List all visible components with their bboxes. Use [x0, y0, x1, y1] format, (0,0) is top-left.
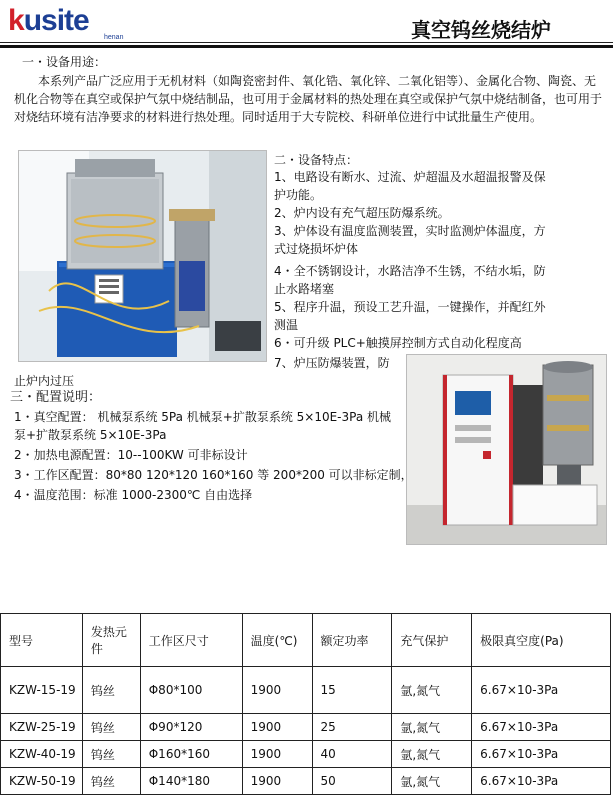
feature-line: 护功能。: [274, 188, 323, 202]
table-cell: 1900: [242, 714, 312, 741]
section2-heading: 二・设备特点：: [274, 153, 359, 167]
feature-line: 1、电路设有断水、过流、炉超温及水超温报警及保: [274, 170, 546, 184]
page-header: [0, 0, 613, 46]
table-cell: 氩,氮气: [392, 741, 472, 768]
table-cell: 40: [312, 741, 392, 768]
table-cell: Φ160*160: [140, 741, 242, 768]
config-line: 3・工作区配置：80*80 120*120 160*160 等 200*200 可以非标定制，: [14, 468, 413, 482]
header-divider-thin: [0, 42, 613, 43]
section3-heading: 三・配置说明：: [10, 390, 102, 405]
table-cell: KZW-15-19: [1, 667, 83, 714]
table-cell: 钨丝: [82, 768, 140, 795]
config-line: 4・温度范围：标准 1000-2300℃ 自由选择: [14, 488, 253, 502]
column-header: 型号: [1, 614, 83, 667]
furnace-photo-bell-jar: [18, 150, 267, 362]
table-cell: 25: [312, 714, 392, 741]
column-header: 工作区尺寸: [140, 614, 242, 667]
table-cell: Φ90*120: [140, 714, 242, 741]
table-header-row: [1, 614, 611, 667]
config-line: 泵+扩散泵系统 5×10E-3Pa: [14, 428, 167, 442]
column-header: 额定功率: [312, 614, 392, 667]
page-title: 真空钨丝烧结炉: [411, 18, 551, 42]
header-divider-thick: [0, 45, 613, 48]
table-cell: Φ140*180: [140, 768, 242, 795]
table-cell: 50: [312, 768, 392, 795]
table-cell: 钨丝: [82, 667, 140, 714]
spec-table: [0, 613, 611, 795]
brand-logo-subtext: henan: [104, 34, 124, 41]
column-header: 温度(℃): [242, 614, 312, 667]
feature-line: 3、炉体设有温度监测装置，实时监测炉体温度，方: [274, 224, 546, 238]
table-cell: 氩,氮气: [392, 714, 472, 741]
table-cell: 钨丝: [82, 741, 140, 768]
feature-line: 止水路堵塞: [274, 282, 335, 296]
column-header: 发热元件: [82, 614, 140, 667]
feature-line: 6・可升级 PLC+触摸屏控制方式自动化程度高: [274, 336, 522, 350]
config-line: 2・加热电源配置：10--100KW 可非标设计: [14, 448, 248, 462]
table-cell: 15: [312, 667, 392, 714]
table-row: [1, 714, 611, 741]
table-cell: 6.67×10-3Pa: [472, 768, 611, 795]
furnace-photo-cabinet: [406, 354, 607, 545]
feature-line: 式过烧损坏炉体: [274, 242, 359, 256]
table-cell: Φ80*100: [140, 667, 242, 714]
config-line: 1・真空配置： 机械泵系统 5Pa 机械泵+扩散泵系统 5×10E-3Pa 机械: [14, 410, 392, 424]
table-cell: 6.67×10-3Pa: [472, 741, 611, 768]
table-row: [1, 741, 611, 768]
table-cell: KZW-25-19: [1, 714, 83, 741]
table-cell: 6.67×10-3Pa: [472, 714, 611, 741]
section1-heading: 一・设备用途：: [22, 55, 107, 69]
feature-line: 5、程序升温，预设工艺升温，一键操作，并配红外: [274, 300, 546, 314]
table-cell: 氩,氮气: [392, 768, 472, 795]
table-cell: 1900: [242, 667, 312, 714]
feature-line: 测温: [274, 318, 299, 332]
feature-line-continuation: 止炉内过压: [14, 374, 75, 388]
table-row: [1, 667, 611, 714]
brand-logo: kusite: [8, 4, 89, 37]
feature-line: 2、炉内设有充气超压防爆系统。: [274, 206, 450, 220]
table-cell: 钨丝: [82, 714, 140, 741]
section1-body: 本系列产品广泛应用于无机材料（如陶瓷密封件、氧化锆、氧化锌、二氧化铝等）、金属化合物、陶瓷、无机化合物等在真空或保护气氛中烧结制品，也可用于金属材料的热处理在真空或保护气氛中烧结制备，也可用于对烧结环境有洁净要求的材料进行热处理。同时适用于大专院校、科研单位进行中试批量生产使用。: [14, 74, 603, 124]
table-cell: 1900: [242, 741, 312, 768]
table-cell: 6.67×10-3Pa: [472, 667, 611, 714]
column-header: 极限真空度(Pa): [472, 614, 611, 667]
table-row: [1, 768, 611, 795]
table-cell: KZW-50-19: [1, 768, 83, 795]
column-header: 充气保护: [392, 614, 472, 667]
feature-line: 7、炉压防爆装置，防: [274, 356, 390, 370]
feature-line: 4・全不锈钢设计，水路洁净不生锈，不结水垢，防: [274, 264, 546, 278]
table-cell: 1900: [242, 768, 312, 795]
table-cell: 氩,氮气: [392, 667, 472, 714]
table-cell: KZW-40-19: [1, 741, 83, 768]
